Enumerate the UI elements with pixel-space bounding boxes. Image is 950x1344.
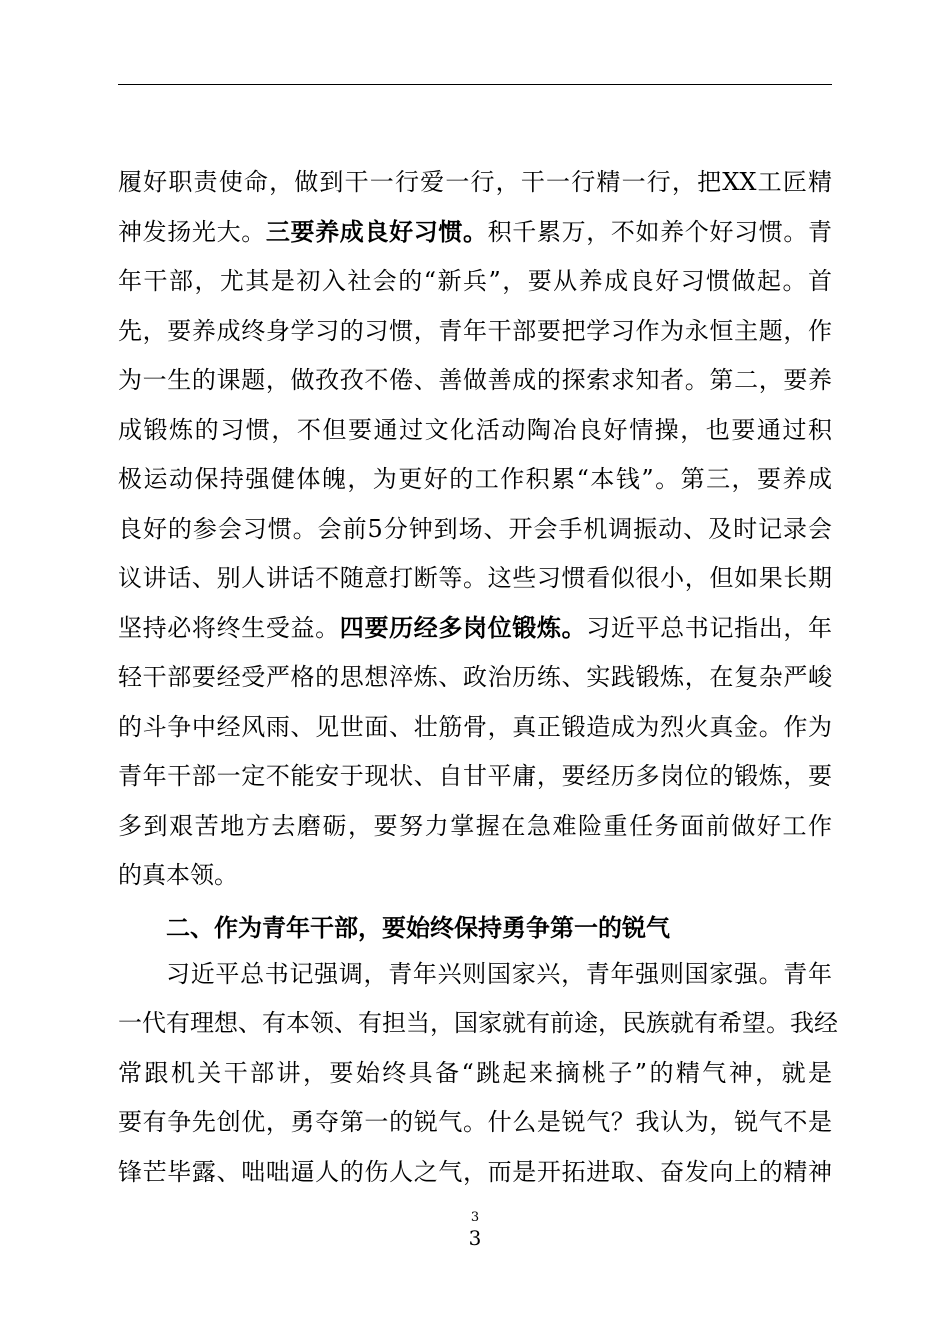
- body-line-4: 先，要养成终身学习的习惯，青年干部要把学习作为永恒主题，作: [118, 317, 832, 345]
- body-line-11: 轻干部要经受严格的思想淬炼、政治历练、实践锻炼，在复杂严峻: [118, 663, 832, 691]
- body-line-13: 青年干部一定不能安于现状、自甘平庸，要经历多岗位的锻炼，要: [118, 762, 832, 790]
- line-text: 习近平总书记指出，年: [586, 614, 833, 642]
- page-number-small: 3: [470, 1210, 480, 1225]
- body-line-6: 成锻炼的习惯，不但要通过文化活动陶冶良好情操，也要通过积: [118, 416, 832, 444]
- bold-point-three: 三要养成良好习惯。: [265, 218, 488, 246]
- body-line-5: 为一生的课题，做孜孜不倦、善做善成的探索求知者。第二，要养: [118, 366, 832, 394]
- body-line-1: 履好职责使命，做到干一行爱一行，干一行精一行，把XX工匠精: [118, 168, 832, 196]
- body-line-8: 良好的参会习惯。会前5分钟到场、开会手机调振动、及时记录会: [118, 515, 832, 543]
- body-line-9: 议讲话、别人讲话不随意打断等。这些习惯看似很小，但如果长期: [118, 564, 832, 592]
- body-line-19: 要有争先创优，勇夺第一的锐气。什么是锐气？我认为，锐气不是: [118, 1108, 832, 1136]
- page-number: 3: [468, 1226, 482, 1250]
- body-line-2: [118, 212, 832, 252]
- bold-point-four: 四要历经多岗位锻炼。: [339, 614, 587, 642]
- line-text: 坚持必将终生受益。: [118, 614, 340, 642]
- body-line-17: 一代有理想、有本领、有担当，国家就有前途，民族就有希望。我经: [118, 1009, 838, 1037]
- body-line-18: 常跟机关干部讲，要始终具备“跳起来摘桃子”的精气神，就是: [118, 1059, 832, 1087]
- body-line-20: 锋芒毕露、咄咄逼人的伤人之气，而是开拓进取、奋发向上的精神: [118, 1158, 832, 1186]
- body-line-14: 多到艰苦地方去磨砺，要努力掌握在急难险重任务面前做好工作: [118, 812, 832, 840]
- body-line-15: 的真本领。: [118, 861, 238, 889]
- body-line-16: 习近平总书记强调，青年兴则国家兴，青年强则国家强。青年: [166, 960, 832, 988]
- body-line-7: 极运动保持强健体魄，为更好的工作积累“本钱”。第三，要养成: [118, 465, 832, 493]
- body-line-10: [118, 608, 832, 648]
- body-line-3: 年干部，尤其是初入社会的“新兵”，要从养成良好习惯做起。首: [118, 267, 832, 295]
- header-rule: [118, 84, 832, 85]
- line-text: 神发扬光大。: [118, 218, 266, 246]
- section-heading: 二、作为青年干部，要始终保持勇争第一的锐气: [166, 914, 670, 942]
- body-line-12: 的斗争中经风雨、见世面、壮筋骨，真正锻造成为烈火真金。作为: [118, 713, 832, 741]
- line-text: 积千累万，不如养个好习惯。青: [487, 218, 833, 246]
